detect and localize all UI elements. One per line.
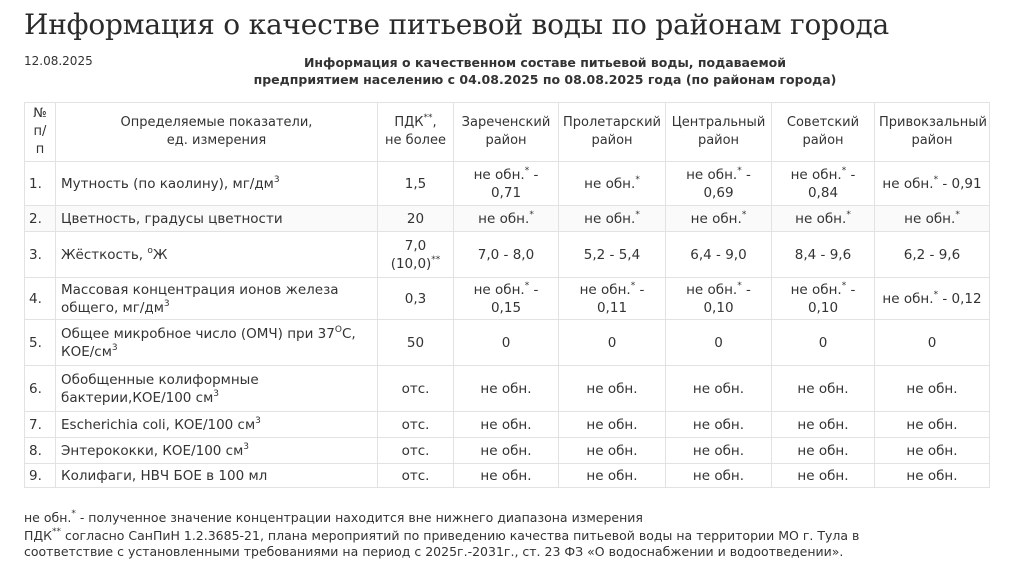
water-quality-table bbox=[24, 102, 990, 488]
value-privokzalny: не обн.* - 0,12 bbox=[875, 278, 990, 320]
pdk-value: отс. bbox=[378, 412, 454, 438]
row-number: 2. bbox=[25, 206, 56, 232]
row-number: 7. bbox=[25, 412, 56, 438]
value-zarechensky: не обн.* - 0,15 bbox=[454, 278, 559, 320]
value-zarechensky: не обн. bbox=[454, 412, 559, 438]
footnote-not-detected: не обн.* - полученное значение концентрации находится вне нижнего диапазона измерения bbox=[24, 509, 643, 525]
row-number: 3. bbox=[25, 232, 56, 278]
table-row bbox=[25, 232, 990, 278]
page-title: Информация о качестве питьевой воды по районам города bbox=[24, 8, 890, 41]
row-number: 8. bbox=[25, 438, 56, 464]
header-district-proletarsky: Пролетарский район bbox=[559, 103, 666, 162]
value-proletarsky: не обн.* bbox=[559, 162, 666, 206]
value-zarechensky: 7,0 - 8,0 bbox=[454, 232, 559, 278]
value-sovetsky: не обн. bbox=[772, 464, 875, 488]
header-number: № п/ п bbox=[25, 103, 56, 162]
table-row bbox=[25, 366, 990, 412]
table-caption-line-1: Информация о качественном составе питьевой воды, подаваемой bbox=[303, 55, 787, 70]
value-zarechensky: не обн. bbox=[454, 366, 559, 412]
row-number: 6. bbox=[25, 366, 56, 412]
indicator-name: Колифаги, НВЧ БОЕ в 100 мл bbox=[56, 464, 378, 488]
value-sovetsky: не обн. bbox=[772, 438, 875, 464]
value-privokzalny: не обн.* - 0,91 bbox=[875, 162, 990, 206]
value-sovetsky: не обн.* - 0,10 bbox=[772, 278, 875, 320]
value-privokzalny: 0 bbox=[875, 320, 990, 366]
value-privokzalny: не обн.* bbox=[875, 206, 990, 232]
indicator-name: Escherichia coli, КОЕ/100 $см^3$ bbox=[56, 412, 378, 438]
header-district-tsentralny: Центральный район bbox=[666, 103, 772, 162]
indicator-name: Мутность (по каолину), $мг/дм^3$ bbox=[56, 162, 378, 206]
publication-date: 12.08.2025 bbox=[24, 54, 93, 68]
table-row bbox=[25, 464, 990, 488]
footnote-pdk: ПДК** согласно СанПиН 1.2.3685-21, плана мероприятий по приведению качества питьевой воды на территории МО г. Тула в соответствие с установленными требованиями на период с 2025г.-2031г., ст. 23 ФЗ «О водоснабжении и водоотведении». bbox=[24, 527, 860, 559]
header-pdk: ПДК**, не более bbox=[378, 103, 454, 162]
header-district-zarechensky: Зареченский район bbox=[454, 103, 559, 162]
pdk-value: отс. bbox=[378, 438, 454, 464]
table-row bbox=[25, 278, 990, 320]
indicator-name: Жёсткость, $^о$Ж bbox=[56, 232, 378, 278]
value-tsentralny: не обн.* - 0,10 bbox=[666, 278, 772, 320]
value-proletarsky: не обн.* - 0,11 bbox=[559, 278, 666, 320]
value-proletarsky: не обн. bbox=[559, 464, 666, 488]
value-tsentralny: не обн. bbox=[666, 438, 772, 464]
header-indicator: Определяемые показатели, ед. измерения bbox=[56, 103, 378, 162]
pdk-value: отс. bbox=[378, 366, 454, 412]
row-number: 1. bbox=[25, 162, 56, 206]
value-sovetsky: 8,4 - 9,6 bbox=[772, 232, 875, 278]
value-tsentralny: не обн. bbox=[666, 412, 772, 438]
indicator-name: Массовая концентрация ионов железа общего, $мг/дм^3$ bbox=[56, 278, 378, 320]
value-tsentralny: не обн.* - 0,69 bbox=[666, 162, 772, 206]
value-privokzalny: не обн. bbox=[875, 464, 990, 488]
value-proletarsky: 5,2 - 5,4 bbox=[559, 232, 666, 278]
value-zarechensky: не обн. bbox=[454, 438, 559, 464]
pdk-value: 0,3 bbox=[378, 278, 454, 320]
pdk-value: отс. bbox=[378, 464, 454, 488]
table-caption bbox=[240, 54, 850, 88]
indicator-name: Энтерококки, КОЕ/100 $см^3$ bbox=[56, 438, 378, 464]
table-row bbox=[25, 206, 990, 232]
value-sovetsky: не обн.* - 0,84 bbox=[772, 162, 875, 206]
pdk-value: 20 bbox=[378, 206, 454, 232]
header-district-privokzalny: Привокзальный район bbox=[875, 103, 990, 162]
value-proletarsky: не обн. bbox=[559, 366, 666, 412]
value-zarechensky: не обн.* bbox=[454, 206, 559, 232]
value-tsentralny: не обн.* bbox=[666, 206, 772, 232]
row-number: 4. bbox=[25, 278, 56, 320]
value-sovetsky: не обн. bbox=[772, 366, 875, 412]
row-number: 9. bbox=[25, 464, 56, 488]
row-number: 5. bbox=[25, 320, 56, 366]
footnotes bbox=[24, 510, 924, 562]
table-row bbox=[25, 320, 990, 366]
table-row bbox=[25, 438, 990, 464]
table-header-row bbox=[25, 103, 990, 162]
value-proletarsky: 0 bbox=[559, 320, 666, 366]
value-proletarsky: не обн. bbox=[559, 438, 666, 464]
value-proletarsky: не обн. bbox=[559, 412, 666, 438]
pdk-value: 50 bbox=[378, 320, 454, 366]
table-row bbox=[25, 162, 990, 206]
value-privokzalny: не обн. bbox=[875, 438, 990, 464]
value-zarechensky: 0 bbox=[454, 320, 559, 366]
table-row bbox=[25, 412, 990, 438]
pdk-value: 1,5 bbox=[378, 162, 454, 206]
value-tsentralny: не обн. bbox=[666, 366, 772, 412]
value-tsentralny: 6,4 - 9,0 bbox=[666, 232, 772, 278]
value-privokzalny: не обн. bbox=[875, 412, 990, 438]
value-sovetsky: не обн.* bbox=[772, 206, 875, 232]
value-sovetsky: не обн. bbox=[772, 412, 875, 438]
header-district-sovetsky: Советский район bbox=[772, 103, 875, 162]
indicator-name: Цветность, градусы цветности bbox=[56, 206, 378, 232]
value-tsentralny: не обн. bbox=[666, 464, 772, 488]
value-proletarsky: не обн.* bbox=[559, 206, 666, 232]
indicator-name: Общее микробное число (ОМЧ) при $37^ОС$, КОЕ/$см^3$ bbox=[56, 320, 378, 366]
value-zarechensky: не обн.* - 0,71 bbox=[454, 162, 559, 206]
table-caption-line-2: предприятием населению с 04.08.2025 по 08.08.2025 года (по районам города) bbox=[253, 72, 837, 87]
pdk-value: 7,0 (10,0)** bbox=[378, 232, 454, 278]
value-privokzalny: не обн. bbox=[875, 366, 990, 412]
value-zarechensky: не обн. bbox=[454, 464, 559, 488]
value-tsentralny: 0 bbox=[666, 320, 772, 366]
value-privokzalny: 6,2 - 9,6 bbox=[875, 232, 990, 278]
value-sovetsky: 0 bbox=[772, 320, 875, 366]
indicator-name: Обобщенные колиформные бактерии,КОЕ/100 $см^3$ bbox=[56, 366, 378, 412]
